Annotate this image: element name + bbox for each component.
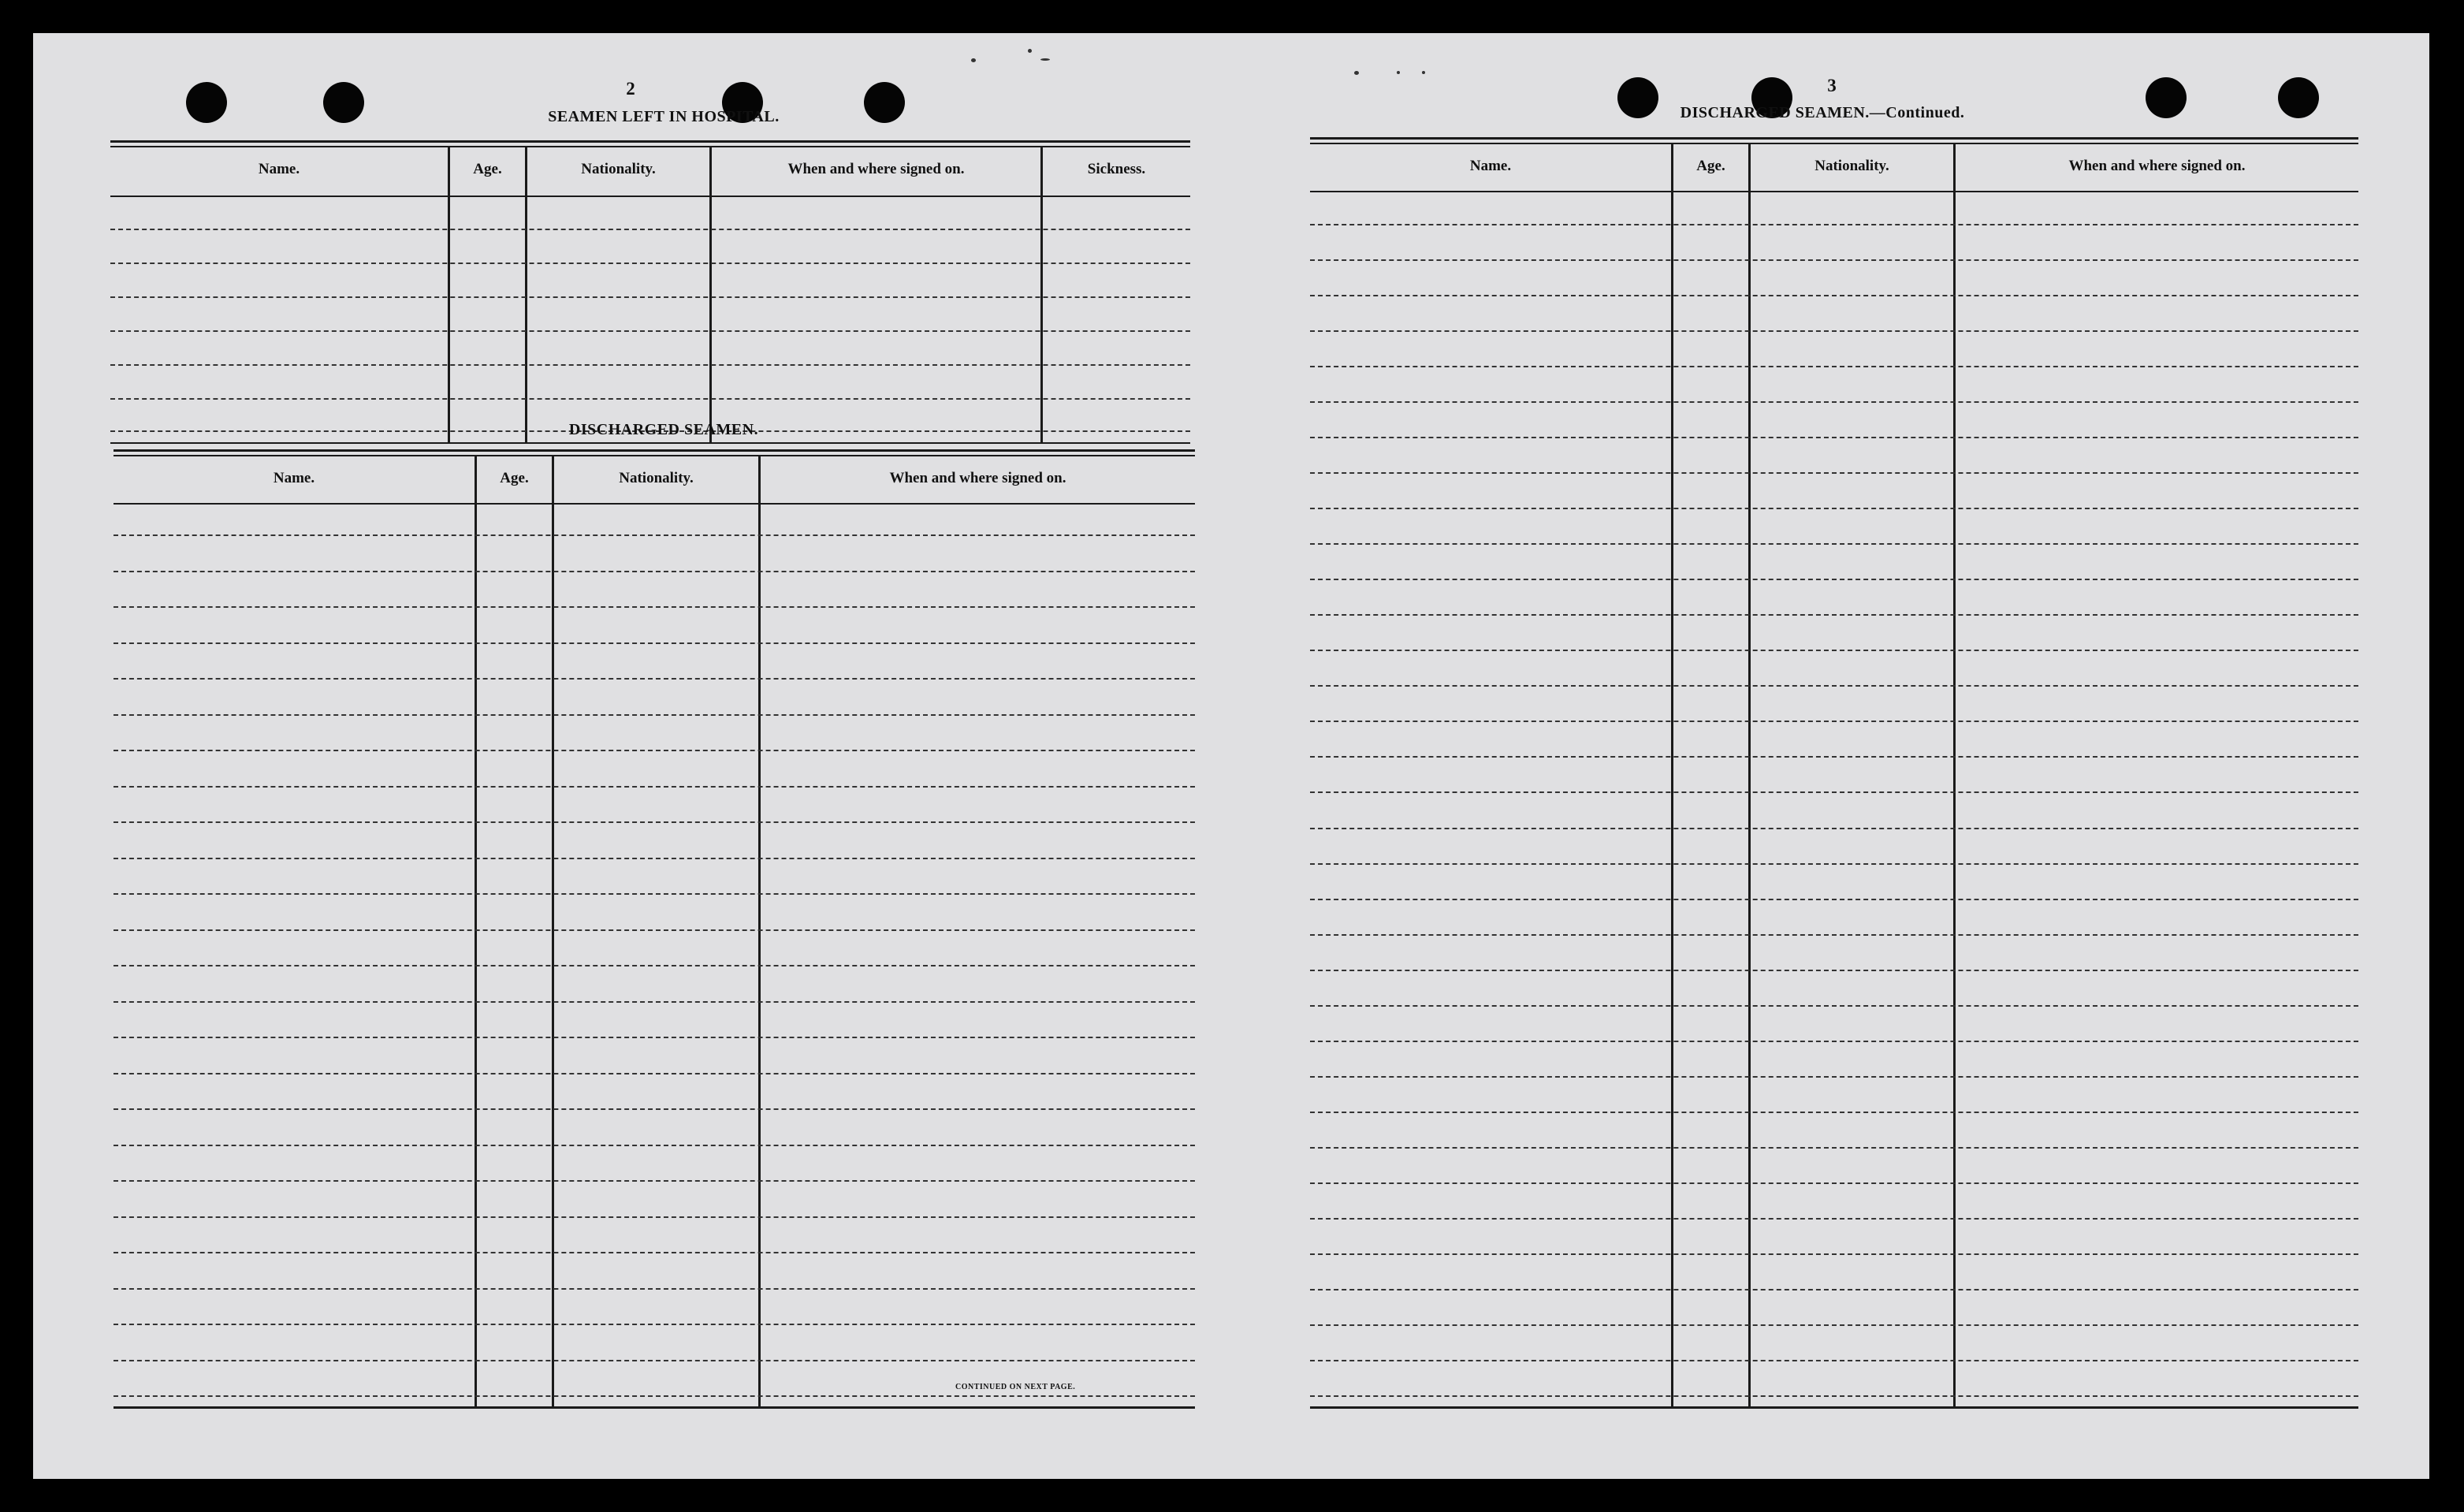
continued-footnote: CONTINUED ON NEXT PAGE. <box>955 1383 1076 1391</box>
column-header-age: Age. <box>1696 158 1725 174</box>
blank-entry-line <box>1310 685 2358 687</box>
scan-speck <box>1397 71 1400 74</box>
column-divider <box>1953 144 1956 1406</box>
punch-hole <box>186 82 227 123</box>
blank-entry-line <box>1310 614 2358 616</box>
blank-entry-line <box>1310 401 2358 403</box>
column-divider <box>758 456 761 1406</box>
blank-entry-line <box>114 606 1195 608</box>
blank-entry-line <box>1310 756 2358 758</box>
blank-entry-line <box>1310 791 2358 793</box>
blank-entry-line <box>114 893 1195 895</box>
blank-entry-line <box>1310 472 2358 474</box>
blank-entry-line <box>1310 863 2358 865</box>
table-top-rule <box>1310 137 2358 140</box>
blank-entry-line <box>1310 508 2358 509</box>
blank-entry-line <box>114 714 1195 716</box>
blank-entry-line <box>110 296 1190 298</box>
blank-entry-line <box>1310 1218 2358 1220</box>
page-number: 2 <box>626 79 635 99</box>
blank-entry-line <box>1310 1041 2358 1042</box>
column-divider <box>552 456 554 1406</box>
column-header-name: Name. <box>273 470 315 486</box>
blank-entry-line <box>1310 1076 2358 1078</box>
blank-entry-line <box>1310 330 2358 332</box>
hospital-section-title: SEAMEN LEFT IN HOSPITAL. <box>548 108 780 125</box>
punch-hole <box>2146 77 2187 118</box>
blank-entry-line <box>1310 899 2358 900</box>
punch-hole <box>2278 77 2319 118</box>
blank-entry-line <box>1310 259 2358 261</box>
blank-entry-line <box>1310 366 2358 367</box>
page-number: 3 <box>1827 76 1837 95</box>
blank-entry-line <box>114 1037 1195 1038</box>
blank-entry-line <box>1310 295 2358 296</box>
table-bottom-rule <box>110 442 1190 444</box>
blank-entry-line <box>110 330 1190 332</box>
column-divider <box>1748 144 1751 1406</box>
blank-entry-line <box>1310 437 2358 438</box>
column-header-signed-on: When and where signed on. <box>889 470 1066 486</box>
discharged-section-title: DISCHARGED SEAMEN. <box>568 421 759 438</box>
blank-entry-line <box>114 571 1195 572</box>
blank-entry-line <box>114 1324 1195 1325</box>
blank-entry-line <box>114 534 1195 536</box>
blank-entry-line <box>110 364 1190 366</box>
scanned-form-spread <box>33 33 2429 1479</box>
blank-entry-line <box>114 642 1195 644</box>
blank-entry-line <box>114 1108 1195 1110</box>
header-underline <box>110 196 1190 197</box>
blank-entry-line <box>1310 579 2358 580</box>
scan-speck <box>1040 58 1050 61</box>
column-header-signed-on: When and where signed on. <box>787 161 965 177</box>
header-underline <box>114 503 1195 505</box>
blank-entry-line <box>114 786 1195 788</box>
blank-entry-line <box>1310 970 2358 971</box>
blank-entry-line <box>114 1252 1195 1253</box>
blank-entry-line <box>114 965 1195 966</box>
blank-entry-line <box>1310 1395 2358 1397</box>
column-header-signed-on: When and where signed on. <box>2068 158 2246 174</box>
blank-entry-line <box>114 1360 1195 1361</box>
column-header-nationality: Nationality. <box>619 470 694 486</box>
blank-entry-line <box>114 929 1195 931</box>
punch-hole <box>323 82 364 123</box>
table-top-rule <box>1310 143 2358 144</box>
scan-speck <box>971 58 976 62</box>
table-top-rule <box>114 455 1195 456</box>
blank-entry-line <box>114 1216 1195 1218</box>
table-bottom-rule <box>114 1406 1195 1409</box>
blank-entry-line <box>1310 650 2358 651</box>
blank-entry-line <box>114 1180 1195 1182</box>
column-header-name: Name. <box>1469 158 1512 174</box>
blank-entry-line <box>1310 1147 2358 1149</box>
blank-entry-line <box>1310 1005 2358 1007</box>
blank-entry-line <box>114 678 1195 680</box>
column-header-nationality: Nationality. <box>581 161 656 177</box>
blank-entry-line <box>1310 1289 2358 1290</box>
scan-speck <box>1354 71 1359 75</box>
blank-entry-line <box>110 263 1190 264</box>
column-divider <box>1671 144 1673 1406</box>
blank-entry-line <box>1310 1360 2358 1361</box>
discharged-continued-table <box>1310 137 2358 1410</box>
column-divider <box>475 456 477 1406</box>
blank-entry-line <box>1310 543 2358 545</box>
header-underline <box>1310 191 2358 192</box>
column-header-age: Age. <box>500 470 529 486</box>
blank-entry-line <box>110 229 1190 230</box>
blank-entry-line <box>1310 224 2358 225</box>
table-top-rule <box>114 449 1195 452</box>
scan-speck <box>1028 49 1032 53</box>
table-top-rule <box>110 140 1190 143</box>
column-header-nationality: Nationality. <box>1815 158 1889 174</box>
blank-entry-line <box>1310 1112 2358 1113</box>
blank-entry-line <box>1310 1182 2358 1184</box>
column-header-name: Name. <box>258 161 300 177</box>
blank-entry-line <box>1310 934 2358 936</box>
blank-entry-line <box>114 858 1195 859</box>
column-header-age: Age. <box>473 161 502 177</box>
blank-entry-line <box>114 1073 1195 1074</box>
discharged-continued-title: DISCHARGED SEAMEN.—Continued. <box>1680 104 1965 121</box>
blank-entry-line <box>110 398 1190 400</box>
blank-entry-line <box>114 1288 1195 1290</box>
table-bottom-rule <box>1310 1406 2358 1409</box>
discharged-table <box>114 449 1195 1410</box>
blank-entry-line <box>114 1001 1195 1003</box>
blank-entry-line <box>1310 1324 2358 1326</box>
blank-entry-line <box>114 1145 1195 1146</box>
blank-entry-line <box>1310 828 2358 829</box>
scan-speck <box>1422 71 1425 74</box>
blank-entry-line <box>114 750 1195 751</box>
hospital-table <box>110 140 1190 448</box>
blank-entry-line <box>114 1395 1195 1397</box>
blank-entry-line <box>1310 1253 2358 1255</box>
punch-hole <box>864 82 905 123</box>
table-top-rule <box>110 146 1190 147</box>
blank-entry-line <box>114 821 1195 823</box>
column-header-sickness: Sickness. <box>1087 161 1146 177</box>
blank-entry-line <box>1310 721 2358 722</box>
